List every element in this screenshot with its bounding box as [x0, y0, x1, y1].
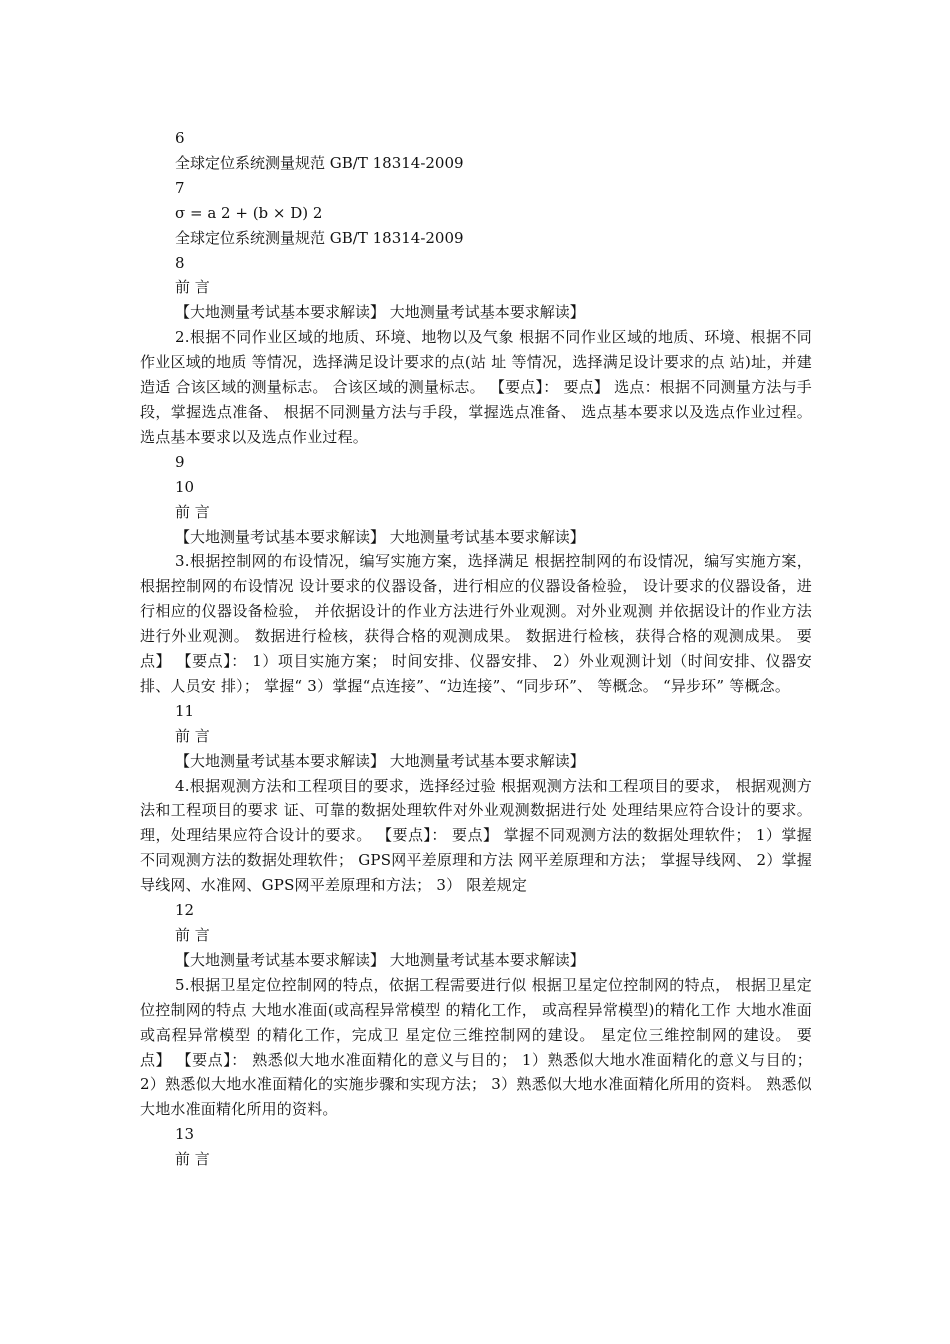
- section-heading: 前 言: [175, 1150, 210, 1169]
- page-number: 7: [175, 178, 185, 197]
- section-heading: 前 言: [175, 726, 210, 745]
- page-number: 10: [175, 477, 195, 496]
- standard-title: 全球定位系统测量规范 GB/T 18314-2009: [175, 153, 464, 172]
- body-paragraph: 5.根据卫星定位控制网的特点，依据工程需要进行似 根据卫星定位控制网的特点， 根据卫星定位控制网的特点 大地水准面(或高程异常模型 的精化工作， 或高程异常模型)的精化工作 大地水准面 或高程异常模型 的精化工作，完成卫 星定位三维控制网的建设。 星定位三维控制网的建设。 要点】 【要点】： 熟悉似大地水准面精化的意义与目的； 1）熟悉似大地水准面精化的意义与目的； 2）熟悉似大地水准面精化的实施步骤和实现方法； 3）熟悉似大地水准面精化所用的资料。 熟悉似大地水准面精化所用的资料。: [140, 975, 812, 1119]
- page-number: 8: [175, 253, 185, 272]
- section-subheading: 【大地测量考试基本要求解读】 大地测量考试基本要求解读】: [175, 751, 585, 770]
- section-heading: 前 言: [175, 502, 210, 521]
- body-paragraph: 2.根据不同作业区域的地质、环境、地物以及气象 根据不同作业区域的地质、环境、根据不同作业区域的地质 等情况，选择满足设计要求的点(站 址 等情况，选择满足设计要求的点 站)址，并建造适 合该区域的测量标志。 合该区域的测量标志。 【要点】： 要点】 选点：根据不同测量方法与手段，掌握选点准备、 根据不同测量方法与手段，掌握选点准备、 选点基本要求以及选点作业过程。 选点基本要求以及选点作业过程。: [140, 328, 812, 446]
- section-subheading: 【大地测量考试基本要求解读】 大地测量考试基本要求解读】: [175, 950, 585, 969]
- body-paragraph: 4.根据观测方法和工程项目的要求，选择经过验 根据观测方法和工程项目的要求， 根据观测方法和工程项目的要求 证、可靠的数据处理软件对外业观测数据进行处 处理结果应符合设计的要求。 理，处理结果应符合设计的要求。 【要点】： 要点】 掌握不同观测方法的数据处理软件； 1）掌握不同观测方法的数据处理软件； GPS网平差原理和方法 网平差原理和方法； 掌握导线网、 2）掌握导线网、水准网、GPS网平差原理和方法； 3） 限差规定: [140, 776, 812, 895]
- section-subheading: 【大地测量考试基本要求解读】 大地测量考试基本要求解读】: [175, 527, 585, 546]
- page-number: 11: [175, 701, 195, 720]
- section-subheading: 【大地测量考试基本要求解读】 大地测量考试基本要求解读】: [175, 303, 585, 322]
- section-heading: 前 言: [175, 926, 210, 944]
- page-number: 12: [175, 901, 195, 920]
- page-number: 6: [175, 129, 185, 147]
- page-number: 13: [175, 1125, 195, 1144]
- formula: σ = a 2 + (b × D) 2: [175, 203, 323, 222]
- page-number: 9: [175, 452, 185, 471]
- section-heading: 前 言: [175, 278, 210, 297]
- document-page: [140, 126, 812, 1172]
- standard-title: 全球定位系统测量规范 GB/T 18314-2009: [175, 228, 464, 247]
- body-paragraph: 3.根据控制网的布设情况，编写实施方案，选择满足 根据控制网的布设情况，编写实施方案， 根据控制网的布设情况 设计要求的仪器设备，进行相应的仪器设备检验， 设计要求的仪器设备，进行相应的仪器设备检验， 并依据设计的作业方法进行外业观测。对外业观测 并依据设计的作业方法进行外业观测。 数据进行检核，获得合格的观测成果。 数据进行检核，获得合格的观测成果。 要点】 【要点】： 1）项目实施方案； 时间安排、仪器安排、 2）外业观测计划（时间安排、仪器安排、人员安 排）； 掌握“ 3）掌握“点连接”、“边连接”、“同步环”、 等概念。 “异步环” 等概念。: [140, 552, 812, 695]
